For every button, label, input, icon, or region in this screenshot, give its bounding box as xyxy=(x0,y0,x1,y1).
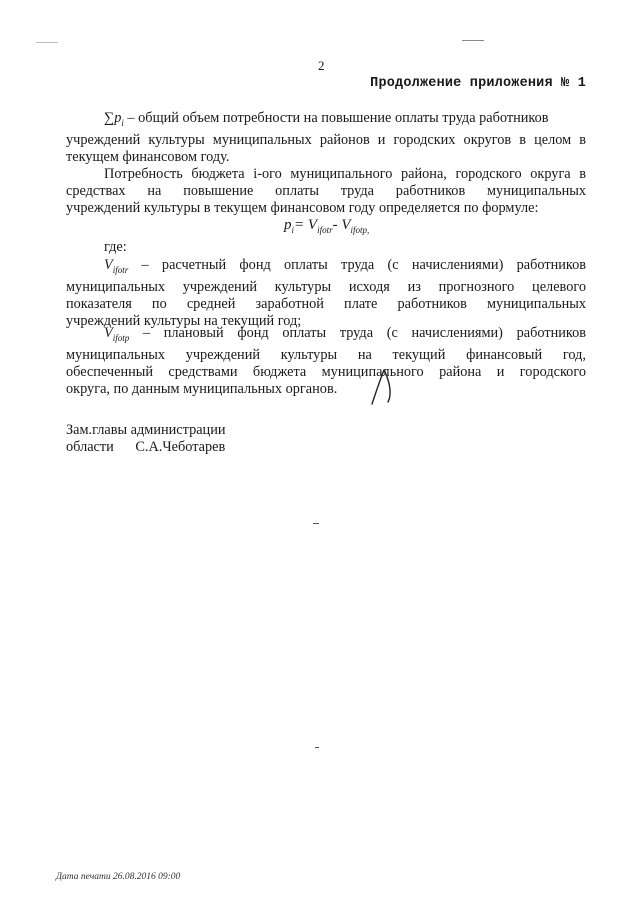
scan-mark xyxy=(313,523,319,524)
appendix-header: Продолжение приложения № 1 xyxy=(370,76,586,91)
page-number: 2 xyxy=(318,58,325,73)
sum-symbol: ∑p xyxy=(104,110,122,126)
paragraph-budget-need xyxy=(66,166,586,217)
text-line: учреждений культуры муниципальных районов и городских округов в целом в xyxy=(66,131,586,148)
text-line: Потребность бюджета i-ого муниципального района, городского округа в xyxy=(104,166,586,182)
print-date: Дата печати 26.08.2016 09:00 xyxy=(56,872,181,882)
text-line: текущем финансовом году. xyxy=(66,148,230,165)
scan-mark xyxy=(36,42,58,43)
where-label: где: xyxy=(104,239,127,255)
text-line: средствах на повышение оплаты труда работников муниципальных xyxy=(66,183,586,199)
text-line: округа, по данным муниципальных органов. xyxy=(66,380,338,397)
paragraph-planned-fund: $V_{ifotp}$ – плановый фонд оплаты труда (с начислениями) работников муниципальных учреждений культуры на текущий финансовый год, обеспеченный средствами бюджета муниципального района и городского округа, по данным муниципальных органов. xyxy=(66,325,586,397)
signature-title: Зам.главы администрации xyxy=(66,422,226,438)
signature-initial xyxy=(368,368,398,408)
scan-mark xyxy=(462,40,484,41)
text-line: муниципальных учреждений культуры на текущий финансовый год, xyxy=(66,346,586,363)
text-line: – общий объем потребности на повышение оплаты труда работников xyxy=(123,110,549,126)
text-line: муниципальных учреждений культуры исходя из прогнозного целевого xyxy=(66,278,586,295)
variable-symbol: V xyxy=(104,325,113,341)
formula: $p_i= V_{ifotr}-$ $V_{ifotp,}$ xyxy=(284,217,370,235)
text-line: обеспеченный средствами бюджета муниципального района и городского xyxy=(66,363,586,380)
scan-mark xyxy=(315,747,319,748)
signature-line xyxy=(66,439,225,456)
text-line: показателя по средней заработной плате работников муниципальных xyxy=(66,295,586,312)
text-line: учреждений культуры в текущем финансовом году определяется по формуле: xyxy=(66,200,539,216)
text-line: учреждений культуры на текущий год; xyxy=(66,312,302,329)
paragraph-total-need: $\sum p_i$ – общий объем потребности на повышение оплаты труда работников учреждений культуры муниципальных районов и городских округов в целом в текущем финансовом году. xyxy=(66,110,586,165)
signature-org: области xyxy=(66,439,114,455)
paragraph-calculated-fund: $V_{ifotr}$ – расчетный фонд оплаты труда (с начислениями) работников муниципальных учреждений культуры исходя из прогнозного целевого показателя по средней заработной плате работников муниципальных учреждений культуры на текущий год; xyxy=(66,257,586,329)
variable-symbol: V xyxy=(104,257,113,273)
signature-name: С.А.Чеботарев xyxy=(135,439,226,455)
